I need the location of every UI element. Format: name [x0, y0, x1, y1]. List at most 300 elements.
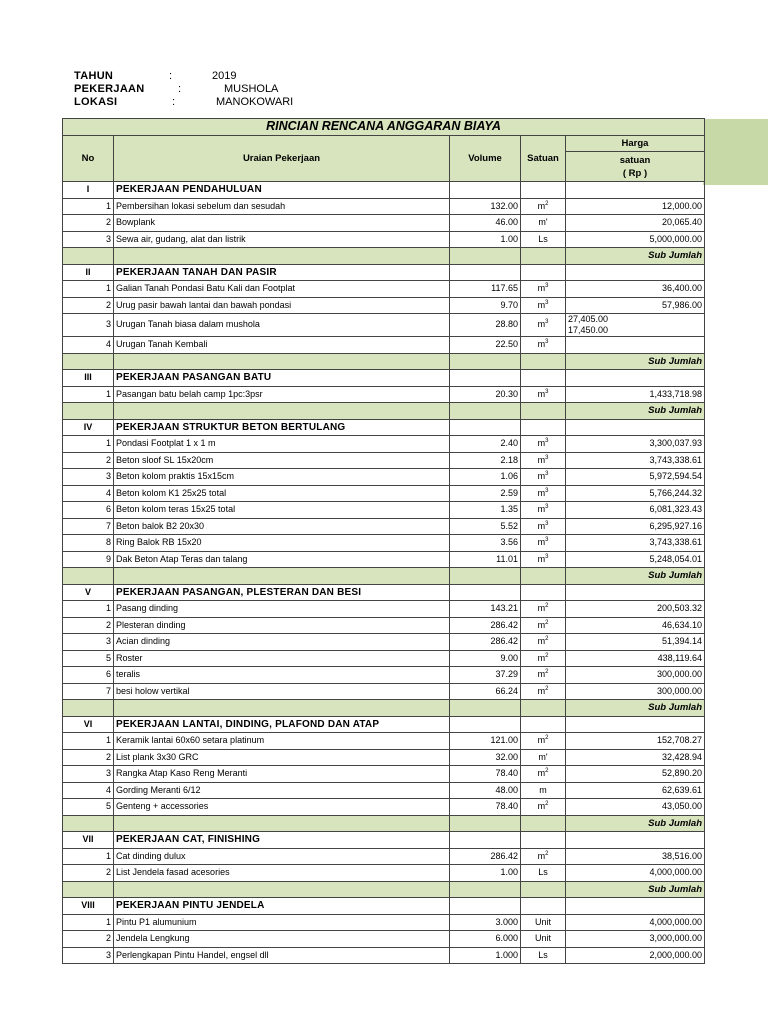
- subtotal-row: [63, 881, 705, 898]
- empty-cell: [450, 370, 521, 387]
- empty-cell: [450, 700, 521, 717]
- empty-cell: [450, 264, 521, 281]
- item-volume: 121.00: [450, 733, 521, 750]
- satuan-cell: $m^2$: [521, 650, 566, 667]
- item-volume: 1.00: [450, 231, 521, 248]
- empty-cell: [450, 353, 521, 370]
- section-number: VIII: [63, 898, 114, 915]
- lokasi-label: LOKASI: [74, 96, 118, 108]
- empty-cell: [521, 248, 566, 265]
- satuan-cell: Ls: [521, 231, 566, 248]
- item-price-value: 27,405.00: [568, 314, 609, 324]
- item-description: besi holow vertikal: [114, 683, 450, 700]
- item-volume: 143.21: [450, 601, 521, 618]
- item-volume: 37.29: [450, 667, 521, 684]
- satuan-cell: $m^2$: [521, 766, 566, 783]
- item-description: Cat dinding dulux: [114, 848, 450, 865]
- item-volume: 32.00: [450, 749, 521, 766]
- table-row: [63, 931, 705, 948]
- empty-cell: [114, 403, 450, 420]
- item-volume: 286.42: [450, 848, 521, 865]
- empty-cell: [450, 881, 521, 898]
- item-volume: 2.18: [450, 452, 521, 469]
- lokasi-value: MANOKOWARI: [216, 96, 294, 108]
- item-description: Pembersihan lokasi sebelum dan sesudah: [114, 198, 450, 215]
- item-description: Beton sloof SL 15x20cm: [114, 452, 450, 469]
- item-number: 3: [63, 766, 114, 783]
- table-row: [63, 683, 705, 700]
- empty-cell: [521, 353, 566, 370]
- item-volume: 286.42: [450, 634, 521, 651]
- item-description: Sewa air, gudang, alat dan listrik: [114, 231, 450, 248]
- empty-cell: [521, 832, 566, 849]
- subtotal-row: [63, 700, 705, 717]
- empty-cell: [521, 898, 566, 915]
- item-volume: 11.01: [450, 551, 521, 568]
- item-volume: 20.30: [450, 386, 521, 403]
- section-title: PEKERJAAN PASANGAN, PLESTERAN DAN BESI: [114, 584, 450, 601]
- item-number: 2: [63, 749, 114, 766]
- item-volume: 78.40: [450, 799, 521, 816]
- item-price: 1,433,718.98: [566, 386, 705, 403]
- item-number: 1: [63, 601, 114, 618]
- section-title: PEKERJAAN STRUKTUR BETON BERTULANG: [114, 419, 450, 436]
- table-row: [63, 601, 705, 618]
- header-satuan: Satuan: [521, 135, 566, 182]
- empty-cell: [566, 898, 705, 915]
- item-description: Beton kolom praktis 15x15cm: [114, 469, 450, 486]
- section-title: PEKERJAAN PASANGAN BATU: [114, 370, 450, 387]
- table-row: [63, 518, 705, 535]
- section-header-row: [63, 264, 705, 281]
- item-number: 3: [63, 469, 114, 486]
- empty-cell: [114, 353, 450, 370]
- item-price: 43,050.00: [566, 799, 705, 816]
- item-price: 300,000.00: [566, 683, 705, 700]
- item-number: 6: [63, 502, 114, 519]
- item-price: 57,986.00: [566, 297, 705, 314]
- item-volume: 3.000: [450, 914, 521, 931]
- subtotal-label: Sub Jumlah: [566, 568, 705, 585]
- item-description: Beton kolom K1 25x25 total: [114, 485, 450, 502]
- satuan-cell: $m^2$: [521, 733, 566, 750]
- satuan-cell: $m^3$: [521, 314, 566, 337]
- item-description: Beton balok B2 20x30: [114, 518, 450, 535]
- item-number: 7: [63, 518, 114, 535]
- empty-cell: [63, 248, 114, 265]
- item-price: 20,065.40: [566, 215, 705, 232]
- table-title: RINCIAN RENCANA ANGGARAN BIAYA: [63, 119, 705, 136]
- section-number: VI: [63, 716, 114, 733]
- section-number: II: [63, 264, 114, 281]
- subtotal-label: Sub Jumlah: [566, 248, 705, 265]
- satuan-cell: $m^3$: [521, 535, 566, 552]
- item-volume: 3.56: [450, 535, 521, 552]
- subtotal-label: Sub Jumlah: [566, 881, 705, 898]
- item-price: 5,766,244.32: [566, 485, 705, 502]
- colon: :: [172, 96, 176, 108]
- item-number: 1: [63, 386, 114, 403]
- satuan-cell: $m^3$: [521, 297, 566, 314]
- table-row: [63, 469, 705, 486]
- satuan-cell: m: [521, 782, 566, 799]
- item-volume: 6.000: [450, 931, 521, 948]
- header-volume: Volume: [450, 135, 521, 182]
- empty-cell: [566, 264, 705, 281]
- table-row: [63, 617, 705, 634]
- item-number: 3: [63, 314, 114, 337]
- table-row: [63, 314, 705, 337]
- item-number: 3: [63, 947, 114, 964]
- item-volume: 1.00: [450, 865, 521, 882]
- item-price: 52,890.20: [566, 766, 705, 783]
- item-description: Beton kolom teras 15x25 total: [114, 502, 450, 519]
- item-description: Jendela Lengkung: [114, 931, 450, 948]
- table-row: [63, 947, 705, 964]
- table-row: [63, 215, 705, 232]
- item-volume: 132.00: [450, 198, 521, 215]
- table-row: [63, 749, 705, 766]
- item-description: Pasangan batu belah camp 1pc:3psr: [114, 386, 450, 403]
- section-title: PEKERJAAN TANAH DAN PASIR: [114, 264, 450, 281]
- satuan-cell: $m^2$: [521, 198, 566, 215]
- item-price: 62,639.61: [566, 782, 705, 799]
- empty-cell: [114, 700, 450, 717]
- table-row: [63, 485, 705, 502]
- table-row: [63, 733, 705, 750]
- item-price: 6,081,323.43: [566, 502, 705, 519]
- satuan-cell: $m^3$: [521, 551, 566, 568]
- item-description: Pintu P1 alumunium: [114, 914, 450, 931]
- satuan-cell: $m^3$: [521, 518, 566, 535]
- item-number: 8: [63, 535, 114, 552]
- subtotal-row: [63, 568, 705, 585]
- table-row: [63, 799, 705, 816]
- empty-cell: [114, 568, 450, 585]
- item-volume: 2.40: [450, 436, 521, 453]
- table-row: [63, 452, 705, 469]
- empty-cell: [521, 182, 566, 199]
- table-row: [63, 198, 705, 215]
- satuan-cell: Ls: [521, 947, 566, 964]
- colon: :: [178, 83, 182, 95]
- rab-table: [62, 118, 705, 964]
- item-number: 9: [63, 551, 114, 568]
- item-volume: 2.59: [450, 485, 521, 502]
- item-description: Gording Meranti 6/12: [114, 782, 450, 799]
- item-number: 1: [63, 848, 114, 865]
- empty-cell: [566, 716, 705, 733]
- item-volume: 1.000: [450, 947, 521, 964]
- satuan-cell: $m^2$: [521, 667, 566, 684]
- table-row: [63, 436, 705, 453]
- item-price: 32,428.94: [566, 749, 705, 766]
- item-price: 3,743,338.61: [566, 452, 705, 469]
- table-row: [63, 650, 705, 667]
- subtotal-row: [63, 353, 705, 370]
- satuan-cell: $m^3$: [521, 386, 566, 403]
- empty-cell: [450, 832, 521, 849]
- section-title: PEKERJAAN PENDAHULUAN: [114, 182, 450, 199]
- tahun-label: TAHUN: [74, 70, 114, 82]
- item-number: 1: [63, 281, 114, 298]
- empty-cell: [521, 700, 566, 717]
- item-price: 152,708.27: [566, 733, 705, 750]
- table-row: [63, 782, 705, 799]
- table-row: [63, 337, 705, 354]
- item-price: 5,972,594.54: [566, 469, 705, 486]
- section-number: III: [63, 370, 114, 387]
- item-number: 5: [63, 650, 114, 667]
- item-description: Urug pasir bawah lantai dan bawah pondasi: [114, 297, 450, 314]
- table-row: [63, 502, 705, 519]
- item-volume: 286.42: [450, 617, 521, 634]
- empty-cell: [63, 815, 114, 832]
- green-fill-cell: [703, 119, 768, 185]
- empty-cell: [566, 832, 705, 849]
- section-title: PEKERJAAN CAT, FINISHING: [114, 832, 450, 849]
- item-price: 51,394.14: [566, 634, 705, 651]
- item-description: Ring Balok RB 15x20: [114, 535, 450, 552]
- empty-cell: [521, 815, 566, 832]
- section-header-row: [63, 370, 705, 387]
- item-description: Dak Beton Atap Teras dan talang: [114, 551, 450, 568]
- empty-cell: [63, 700, 114, 717]
- subtotal-label: Sub Jumlah: [566, 700, 705, 717]
- empty-cell: [450, 568, 521, 585]
- item-number: 5: [63, 799, 114, 816]
- item-description: Galian Tanah Pondasi Batu Kali dan Footplat: [114, 281, 450, 298]
- item-volume: 1.06: [450, 469, 521, 486]
- satuan-cell: $m^2$: [521, 617, 566, 634]
- item-number: 1: [63, 733, 114, 750]
- empty-cell: [114, 248, 450, 265]
- item-price: 200,503.32: [566, 601, 705, 618]
- satuan-cell: $m^2$: [521, 799, 566, 816]
- item-price: 46,634.10: [566, 617, 705, 634]
- satuan-cell: $m^2$: [521, 634, 566, 651]
- empty-cell: [450, 403, 521, 420]
- satuan-cell: $m^3$: [521, 436, 566, 453]
- subtotal-label: Sub Jumlah: [566, 353, 705, 370]
- item-volume: 9.70: [450, 297, 521, 314]
- table-row: [63, 914, 705, 931]
- item-description: Urugan Tanah Kembali: [114, 337, 450, 354]
- item-number: 2: [63, 617, 114, 634]
- empty-cell: [63, 881, 114, 898]
- empty-cell: [566, 370, 705, 387]
- section-title: PEKERJAAN PINTU JENDELA: [114, 898, 450, 915]
- empty-cell: [450, 182, 521, 199]
- empty-cell: [566, 584, 705, 601]
- item-volume: 5.52: [450, 518, 521, 535]
- item-price-value-alt: 17,450.00: [568, 325, 609, 335]
- item-number: 1: [63, 436, 114, 453]
- item-volume: 28.80: [450, 314, 521, 337]
- item-description: Roster: [114, 650, 450, 667]
- empty-cell: [63, 353, 114, 370]
- empty-cell: [521, 403, 566, 420]
- satuan-cell: $m^3$: [521, 337, 566, 354]
- header-no: No: [63, 135, 114, 182]
- empty-cell: [114, 881, 450, 898]
- item-number: 1: [63, 914, 114, 931]
- section-header-row: [63, 832, 705, 849]
- satuan-cell: $m^2$: [521, 848, 566, 865]
- satuan-cell: Unit: [521, 931, 566, 948]
- table-row: [63, 766, 705, 783]
- item-number: 2: [63, 452, 114, 469]
- table-row: [63, 634, 705, 651]
- section-header-row: [63, 716, 705, 733]
- item-price: 2,000,000.00: [566, 947, 705, 964]
- item-number: 2: [63, 215, 114, 232]
- empty-cell: [450, 419, 521, 436]
- empty-cell: [521, 419, 566, 436]
- satuan-cell: $m^2$: [521, 683, 566, 700]
- item-price: 36,400.00: [566, 281, 705, 298]
- item-volume: 22.50: [450, 337, 521, 354]
- table-row: [63, 865, 705, 882]
- item-volume: 78.40: [450, 766, 521, 783]
- section-header-row: [63, 419, 705, 436]
- pekerjaan-value: MUSHOLA: [224, 83, 279, 95]
- item-number: 1: [63, 198, 114, 215]
- satuan-cell: $m^3$: [521, 502, 566, 519]
- item-description: Bowplank: [114, 215, 450, 232]
- item-number: 4: [63, 485, 114, 502]
- item-number: 2: [63, 297, 114, 314]
- item-description: teralis: [114, 667, 450, 684]
- table-row: [63, 281, 705, 298]
- item-description: Rangka Atap Kaso Reng Meranti: [114, 766, 450, 783]
- item-number: 4: [63, 782, 114, 799]
- item-volume: 1.35: [450, 502, 521, 519]
- item-volume: 117.65: [450, 281, 521, 298]
- section-number: I: [63, 182, 114, 199]
- empty-cell: [114, 815, 450, 832]
- empty-cell: [566, 419, 705, 436]
- table-row: [63, 386, 705, 403]
- item-description: Perlengkapan Pintu Handel, engsel dll: [114, 947, 450, 964]
- satuan-cell: $m^3$: [521, 469, 566, 486]
- subtotal-label: Sub Jumlah: [566, 403, 705, 420]
- header-harga-satuan: satuan ( Rp ): [566, 152, 705, 182]
- item-price: 4,000,000.00: [566, 865, 705, 882]
- empty-cell: [450, 248, 521, 265]
- satuan-cell: Unit: [521, 914, 566, 931]
- satuan-cell: $m^3$: [521, 452, 566, 469]
- item-price: 300,000.00: [566, 667, 705, 684]
- tahun-value: 2019: [212, 70, 237, 82]
- item-price: 12,000.00: [566, 198, 705, 215]
- empty-cell: [521, 568, 566, 585]
- item-price: [566, 314, 705, 337]
- empty-cell: [521, 370, 566, 387]
- satuan-cell: m': [521, 215, 566, 232]
- subtotal-row: [63, 403, 705, 420]
- empty-cell: [566, 182, 705, 199]
- satuan-cell: $m^2$: [521, 601, 566, 618]
- empty-cell: [521, 264, 566, 281]
- item-number: 2: [63, 931, 114, 948]
- item-description: List Jendela fasad acesories: [114, 865, 450, 882]
- item-number: 7: [63, 683, 114, 700]
- item-price: [566, 337, 705, 354]
- section-number: IV: [63, 419, 114, 436]
- empty-cell: [63, 403, 114, 420]
- item-description: Urugan Tanah biasa dalam mushola: [114, 314, 450, 337]
- section-header-row: [63, 182, 705, 199]
- satuan-cell: $m^3$: [521, 485, 566, 502]
- item-description: Genteng + accessories: [114, 799, 450, 816]
- satuan-cell: m': [521, 749, 566, 766]
- colon: :: [169, 70, 173, 82]
- empty-cell: [521, 716, 566, 733]
- empty-cell: [450, 815, 521, 832]
- item-description: Acian dinding: [114, 634, 450, 651]
- section-header-row: [63, 898, 705, 915]
- subtotal-row: [63, 815, 705, 832]
- subtotal-label: Sub Jumlah: [566, 815, 705, 832]
- item-price: 5,248,054.01: [566, 551, 705, 568]
- empty-cell: [521, 881, 566, 898]
- item-description: List plank 3x30 GRC: [114, 749, 450, 766]
- item-number: 4: [63, 337, 114, 354]
- empty-cell: [450, 716, 521, 733]
- header-uraian: Uraian Pekerjaan: [114, 135, 450, 182]
- item-price: 4,000,000.00: [566, 914, 705, 931]
- item-price: 6,295,927.16: [566, 518, 705, 535]
- table-row: [63, 535, 705, 552]
- item-price: 5,000,000.00: [566, 231, 705, 248]
- empty-cell: [521, 584, 566, 601]
- item-number: 2: [63, 865, 114, 882]
- item-price: 38,516.00: [566, 848, 705, 865]
- table-row: [63, 297, 705, 314]
- table-row: [63, 551, 705, 568]
- satuan-cell: Ls: [521, 865, 566, 882]
- satuan-cell: $m^3$: [521, 281, 566, 298]
- section-number: VII: [63, 832, 114, 849]
- item-price: 3,300,037.93: [566, 436, 705, 453]
- item-description: Pasang dinding: [114, 601, 450, 618]
- section-header-row: [63, 584, 705, 601]
- item-number: 6: [63, 667, 114, 684]
- item-volume: 9.00: [450, 650, 521, 667]
- item-price: 3,000,000.00: [566, 931, 705, 948]
- item-volume: 66.24: [450, 683, 521, 700]
- item-description: Keramik lantai 60x60 setara platinum: [114, 733, 450, 750]
- section-number: V: [63, 584, 114, 601]
- section-title: PEKERJAAN LANTAI, DINDING, PLAFOND DAN ATAP: [114, 716, 450, 733]
- item-volume: 48.00: [450, 782, 521, 799]
- empty-cell: [450, 584, 521, 601]
- item-volume: 46.00: [450, 215, 521, 232]
- pekerjaan-label: PEKERJAAN: [74, 83, 145, 95]
- item-price: 438,119.64: [566, 650, 705, 667]
- empty-cell: [450, 898, 521, 915]
- item-description: Pondasi Footplat 1 x 1 m: [114, 436, 450, 453]
- subtotal-row: [63, 248, 705, 265]
- item-number: 3: [63, 231, 114, 248]
- table-row: [63, 231, 705, 248]
- item-number: 3: [63, 634, 114, 651]
- item-price: 3,743,338.61: [566, 535, 705, 552]
- header-harga: Harga: [566, 135, 705, 152]
- table-row: [63, 667, 705, 684]
- empty-cell: [63, 568, 114, 585]
